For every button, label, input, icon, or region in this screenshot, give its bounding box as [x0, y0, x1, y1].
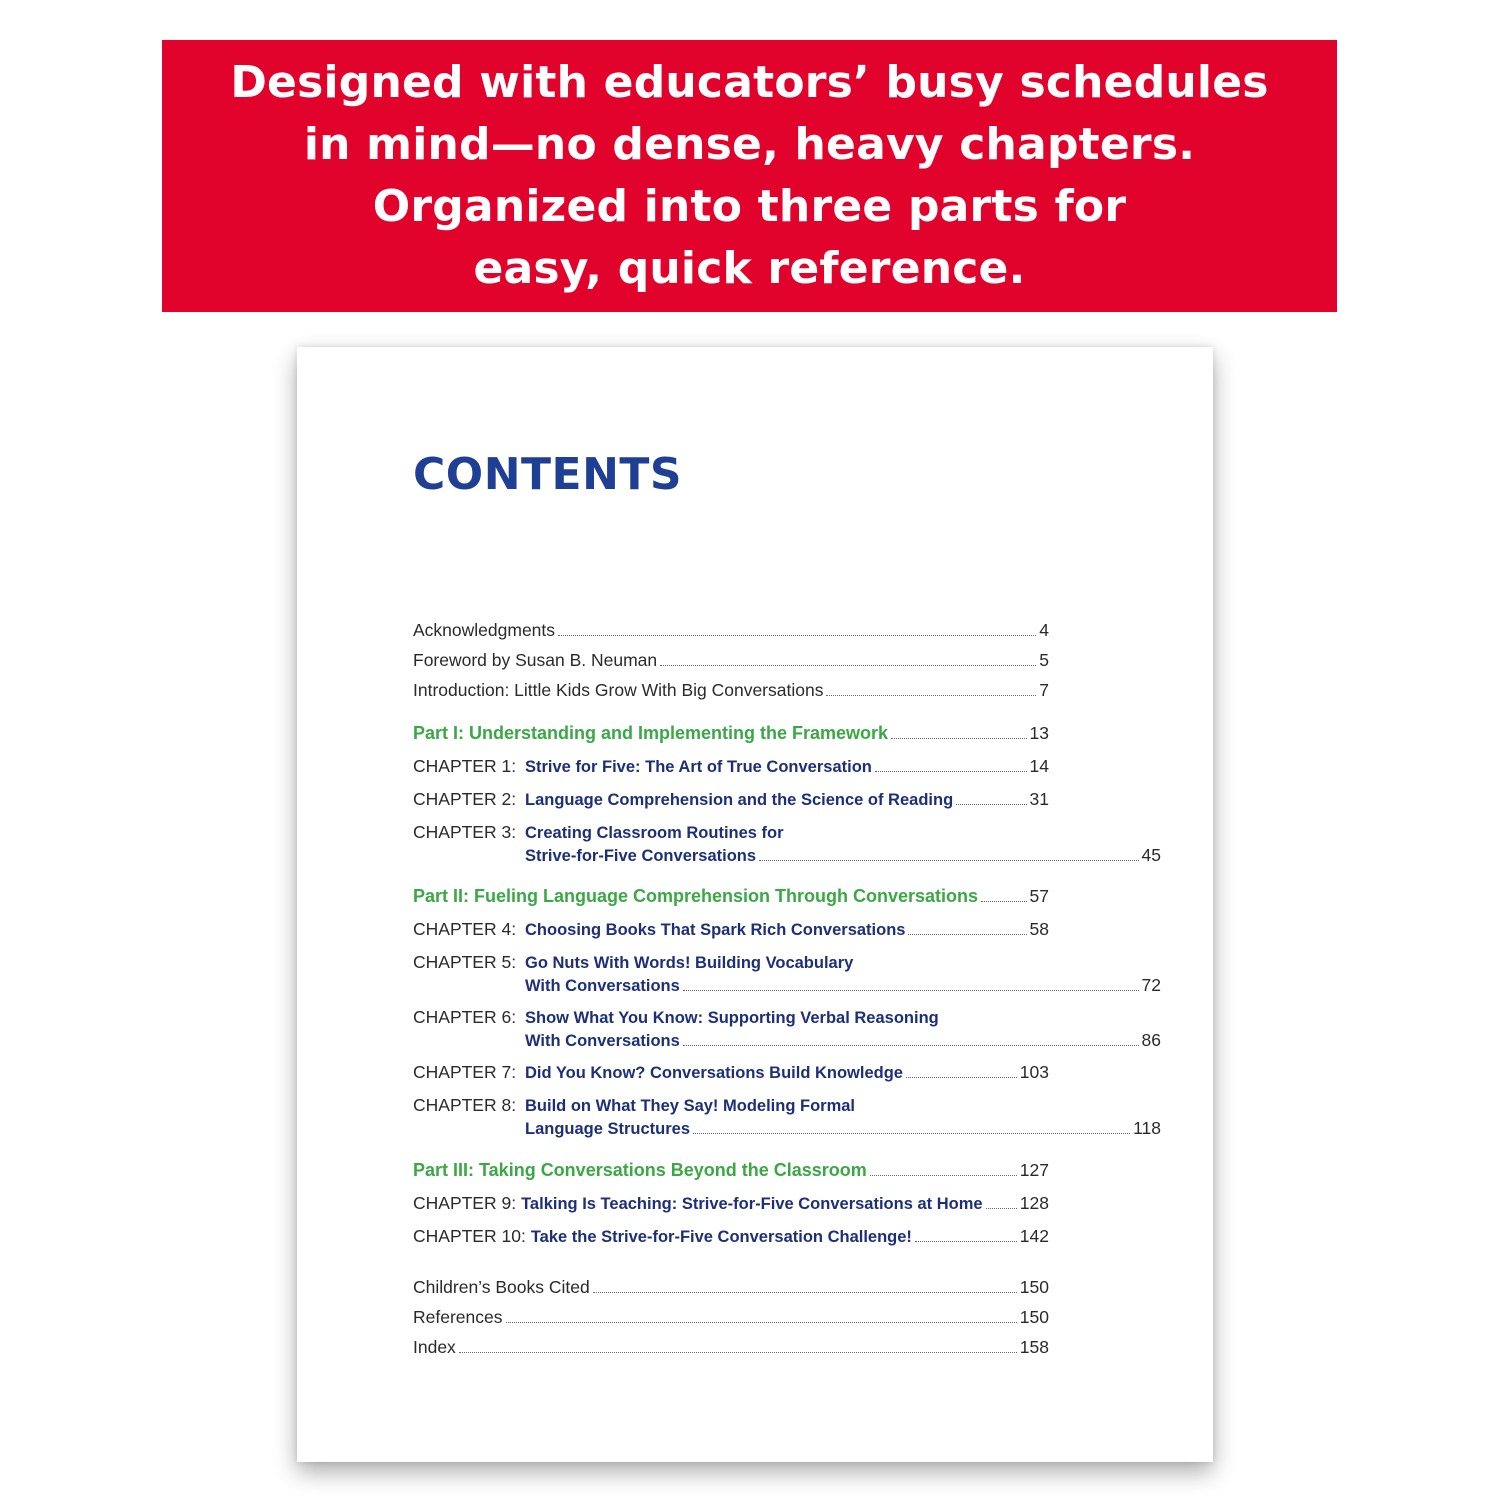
part-title: Part II: Fueling Language Comprehension Through Conversations	[413, 886, 979, 906]
banner-line: Designed with educators’ busy schedules	[230, 57, 1269, 108]
toc-page-number: 142	[1019, 1226, 1049, 1246]
toc-chapter-8	[413, 1094, 1161, 1140]
chapter-title: Take the Strive-for-Five Conversation Challenge!	[530, 1228, 912, 1246]
toc-part-2	[413, 885, 1049, 907]
toc-page-number: 127	[1019, 1160, 1049, 1180]
chapter-label: CHAPTER 3:	[413, 822, 517, 842]
dot-leader	[875, 770, 1027, 772]
toc-page-number: 118	[1133, 1118, 1161, 1138]
chapter-label: CHAPTER 6:	[413, 1007, 517, 1027]
dot-leader	[506, 1321, 1017, 1323]
dot-leader	[891, 737, 1026, 739]
toc-page-number: 158	[1019, 1337, 1049, 1357]
chapter-label: CHAPTER 4:	[413, 919, 517, 939]
chapter-label: CHAPTER 7:	[413, 1062, 517, 1082]
dot-leader	[981, 900, 1026, 902]
chapter-title: Creating Classroom Routines for	[525, 824, 784, 842]
toc-entry-foreword	[413, 649, 1049, 671]
toc-page-number: 86	[1141, 1030, 1161, 1050]
dot-leader	[593, 1291, 1017, 1293]
toc-chapter-9	[413, 1192, 1049, 1215]
toc-entry-index	[413, 1336, 1049, 1358]
dot-leader	[956, 803, 1026, 805]
chapter-title: Go Nuts With Words! Building Vocabulary	[525, 954, 854, 972]
chapter-title: Strive for Five: The Art of True Conversation	[525, 758, 872, 776]
banner-line: easy, quick reference.	[473, 243, 1026, 294]
chapter-title-continued: With Conversations	[525, 1032, 680, 1050]
toc-chapter-3	[413, 821, 1161, 867]
toc-chapter-1	[413, 755, 1049, 778]
toc-entry-introduction	[413, 679, 1049, 701]
banner-line: Organized into three parts for	[372, 181, 1127, 232]
toc-entry-references	[413, 1306, 1049, 1328]
dot-leader	[558, 634, 1036, 636]
toc-part-3	[413, 1159, 1049, 1181]
dot-leader	[759, 859, 1138, 861]
toc-page-number: 4	[1039, 620, 1049, 640]
toc-page-number: 150	[1019, 1277, 1049, 1297]
toc-chapter-7	[413, 1061, 1049, 1084]
dot-leader	[906, 1076, 1017, 1078]
chapter-label: CHAPTER 2:	[413, 789, 517, 809]
chapter-label: CHAPTER 5:	[413, 952, 517, 972]
toc-entry-label: Index	[413, 1337, 456, 1357]
chapter-label: CHAPTER 8:	[413, 1095, 517, 1115]
dot-leader	[826, 694, 1036, 696]
dot-leader	[870, 1174, 1017, 1176]
chapter-title-continued: Strive-for-Five Conversations	[525, 847, 757, 865]
dot-leader	[660, 664, 1036, 666]
dot-leader	[986, 1207, 1017, 1209]
toc-entry-label: Children’s Books Cited	[413, 1277, 590, 1297]
toc-page-number: 72	[1141, 975, 1161, 995]
chapter-label: CHAPTER 1:	[413, 756, 517, 776]
chapter-title-continued: With Conversations	[525, 977, 680, 995]
toc-page-number: 7	[1039, 680, 1049, 700]
dot-leader	[915, 1240, 1017, 1242]
toc-page-number: 13	[1029, 723, 1049, 743]
chapter-title-continued: Language Structures	[525, 1120, 691, 1138]
toc-page-number: 45	[1141, 845, 1161, 865]
part-title: Part III: Taking Conversations Beyond the Classroom	[413, 1160, 867, 1180]
toc-chapter-2	[413, 788, 1049, 811]
toc-page-number: 58	[1029, 919, 1049, 939]
toc-entry-label: Foreword by Susan B. Neuman	[413, 650, 658, 670]
dot-leader	[693, 1132, 1130, 1134]
toc-part-1	[413, 722, 1049, 744]
page-title: CONTENTS	[413, 449, 683, 500]
toc-entry-acknowledgments	[413, 619, 1049, 641]
toc-chapter-6	[413, 1006, 1161, 1052]
toc-chapter-10	[413, 1225, 1049, 1248]
toc-entry-label: Introduction: Little Kids Grow With Big Conversations	[413, 680, 824, 700]
toc-chapter-5	[413, 951, 1161, 997]
toc-page-number: 103	[1019, 1062, 1049, 1082]
chapter-title: Language Comprehension and the Science of Reading	[525, 791, 954, 809]
banner-line: in mind—no dense, heavy chapters.	[303, 119, 1196, 170]
part-title: Part I: Understanding and Implementing the Framework	[413, 723, 889, 743]
toc-page-number: 31	[1029, 789, 1049, 809]
chapter-title: Show What You Know: Supporting Verbal Reasoning	[525, 1009, 939, 1027]
toc-page-number: 5	[1039, 650, 1049, 670]
contents-page	[297, 347, 1213, 1462]
chapter-title: Choosing Books That Spark Rich Conversations	[525, 921, 906, 939]
toc-entry-label: References	[413, 1307, 503, 1327]
chapter-label: CHAPTER 10:	[413, 1226, 526, 1246]
toc-chapter-4	[413, 918, 1049, 941]
toc-entry-childrens-books	[413, 1276, 1049, 1298]
toc-page-number: 128	[1019, 1193, 1049, 1213]
toc-page-number: 150	[1019, 1307, 1049, 1327]
headline-banner	[162, 40, 1337, 312]
chapter-label: CHAPTER 9:	[413, 1193, 517, 1213]
dot-leader	[459, 1351, 1017, 1353]
toc-entry-label: Acknowledgments	[413, 620, 556, 640]
toc-page-number: 57	[1029, 886, 1049, 906]
toc-page-number: 14	[1029, 756, 1049, 776]
dot-leader	[683, 1044, 1139, 1046]
dot-leader	[683, 989, 1139, 991]
dot-leader	[908, 933, 1026, 935]
chapter-title: Did You Know? Conversations Build Knowledge	[525, 1064, 903, 1082]
chapter-title: Build on What They Say! Modeling Formal	[525, 1097, 856, 1115]
chapter-title: Talking Is Teaching: Strive-for-Five Conversations at Home	[521, 1195, 983, 1213]
